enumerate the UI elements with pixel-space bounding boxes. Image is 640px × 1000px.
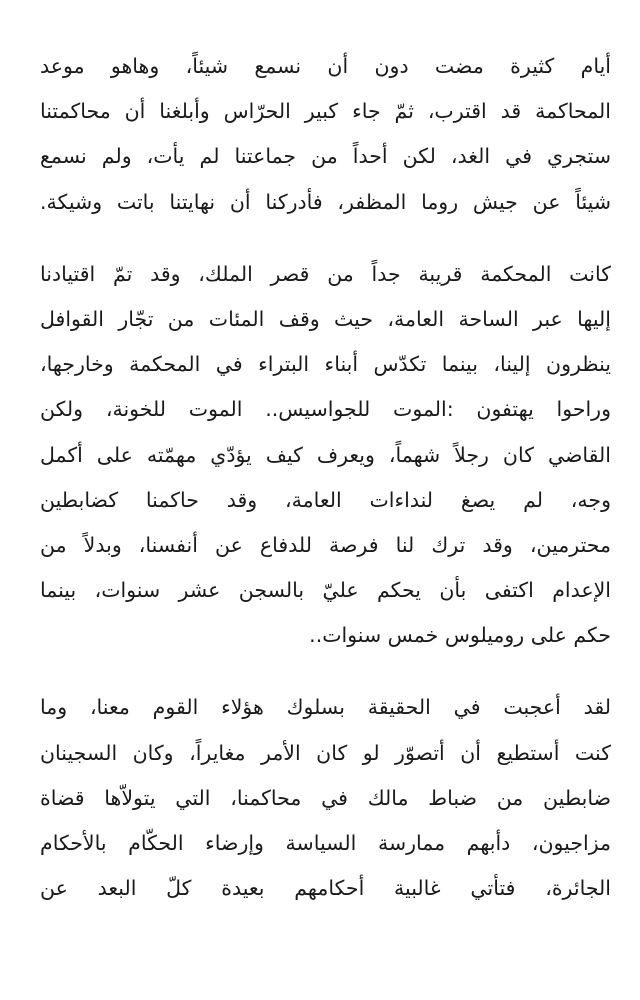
book-page	[40, 44, 611, 964]
text-line: ينظرون إلينا، بينما تكدّس أبناء البتراء في المحكمة وخارجها،	[40, 352, 611, 377]
text-line: مزاجيون، دأبهم ممارسة السياسة وإرضاء الحكّام بالأحكام	[40, 831, 611, 855]
text-line: شيئاً عن جيش روما المظفر، فأدركنا أن نهايتنا باتت وشيكة.	[40, 189, 611, 214]
text-line: كنت أستطيع أن أتصوّر لو كان الأمر مغايراً، وكان السجينان	[40, 740, 611, 765]
text-line: وجه، لم يصغ لنداءات العامة، وقد حاكمنا كضابطين	[40, 487, 611, 512]
paragraph-spacing	[40, 658, 611, 685]
text-line: لقد أعجبت في الحقيقة بسلوك هؤلاء القوم معنا، وما	[40, 695, 611, 720]
text-line: محترمين، وقد ترك لنا فرصة للدفاع عن أنفسنا، وبدلاً من	[40, 532, 611, 557]
text-line: المحاكمة قد اقترب، ثمّ جاء كبير الحرّاس وأبلغنا أن محاكمتنا	[40, 99, 611, 124]
paragraph-1	[40, 44, 611, 225]
text-line: ستجري في الغد، لكن أحداً من جماعتنا لم يأت، ولم نسمع	[40, 144, 611, 169]
text-line: وراحوا يهتفون :الموت للجواسيس.. الموت للخونة، ولكن	[40, 397, 611, 422]
paragraph-2	[40, 252, 611, 659]
text-line: حكم على روميلوس خمس سنوات..	[309, 623, 611, 648]
paragraph-3	[40, 685, 611, 911]
text-line: أيام كثيرة مضت دون أن نسمع شيئاً، وهاهو موعد	[40, 54, 611, 78]
text-line: الإعدام اكتفى بأن يحكم عليّ بالسجن عشر سنوات، بينما	[40, 578, 611, 603]
text-line: ضابطين من ضباط مالك في محاكمنا، التي يتولاّها قضاة	[40, 785, 611, 810]
text-line: القاضي كان رجلاً شهماً، ويعرف كيف يؤدّي مهمّته على أكمل	[40, 442, 611, 467]
text-line: إليها عبر الساحة العامة، حيث وقف المئات من تجّار القوافل	[40, 306, 611, 331]
text-line: الجائرة، فتأتي غالبية أحكامهم بعيدة كلّ البعد عن	[40, 876, 611, 901]
paragraph-spacing	[40, 225, 611, 252]
text-line: كانت المحكمة قريبة جداً من قصر الملك، وقد تمّ اقتيادنا	[40, 261, 611, 286]
